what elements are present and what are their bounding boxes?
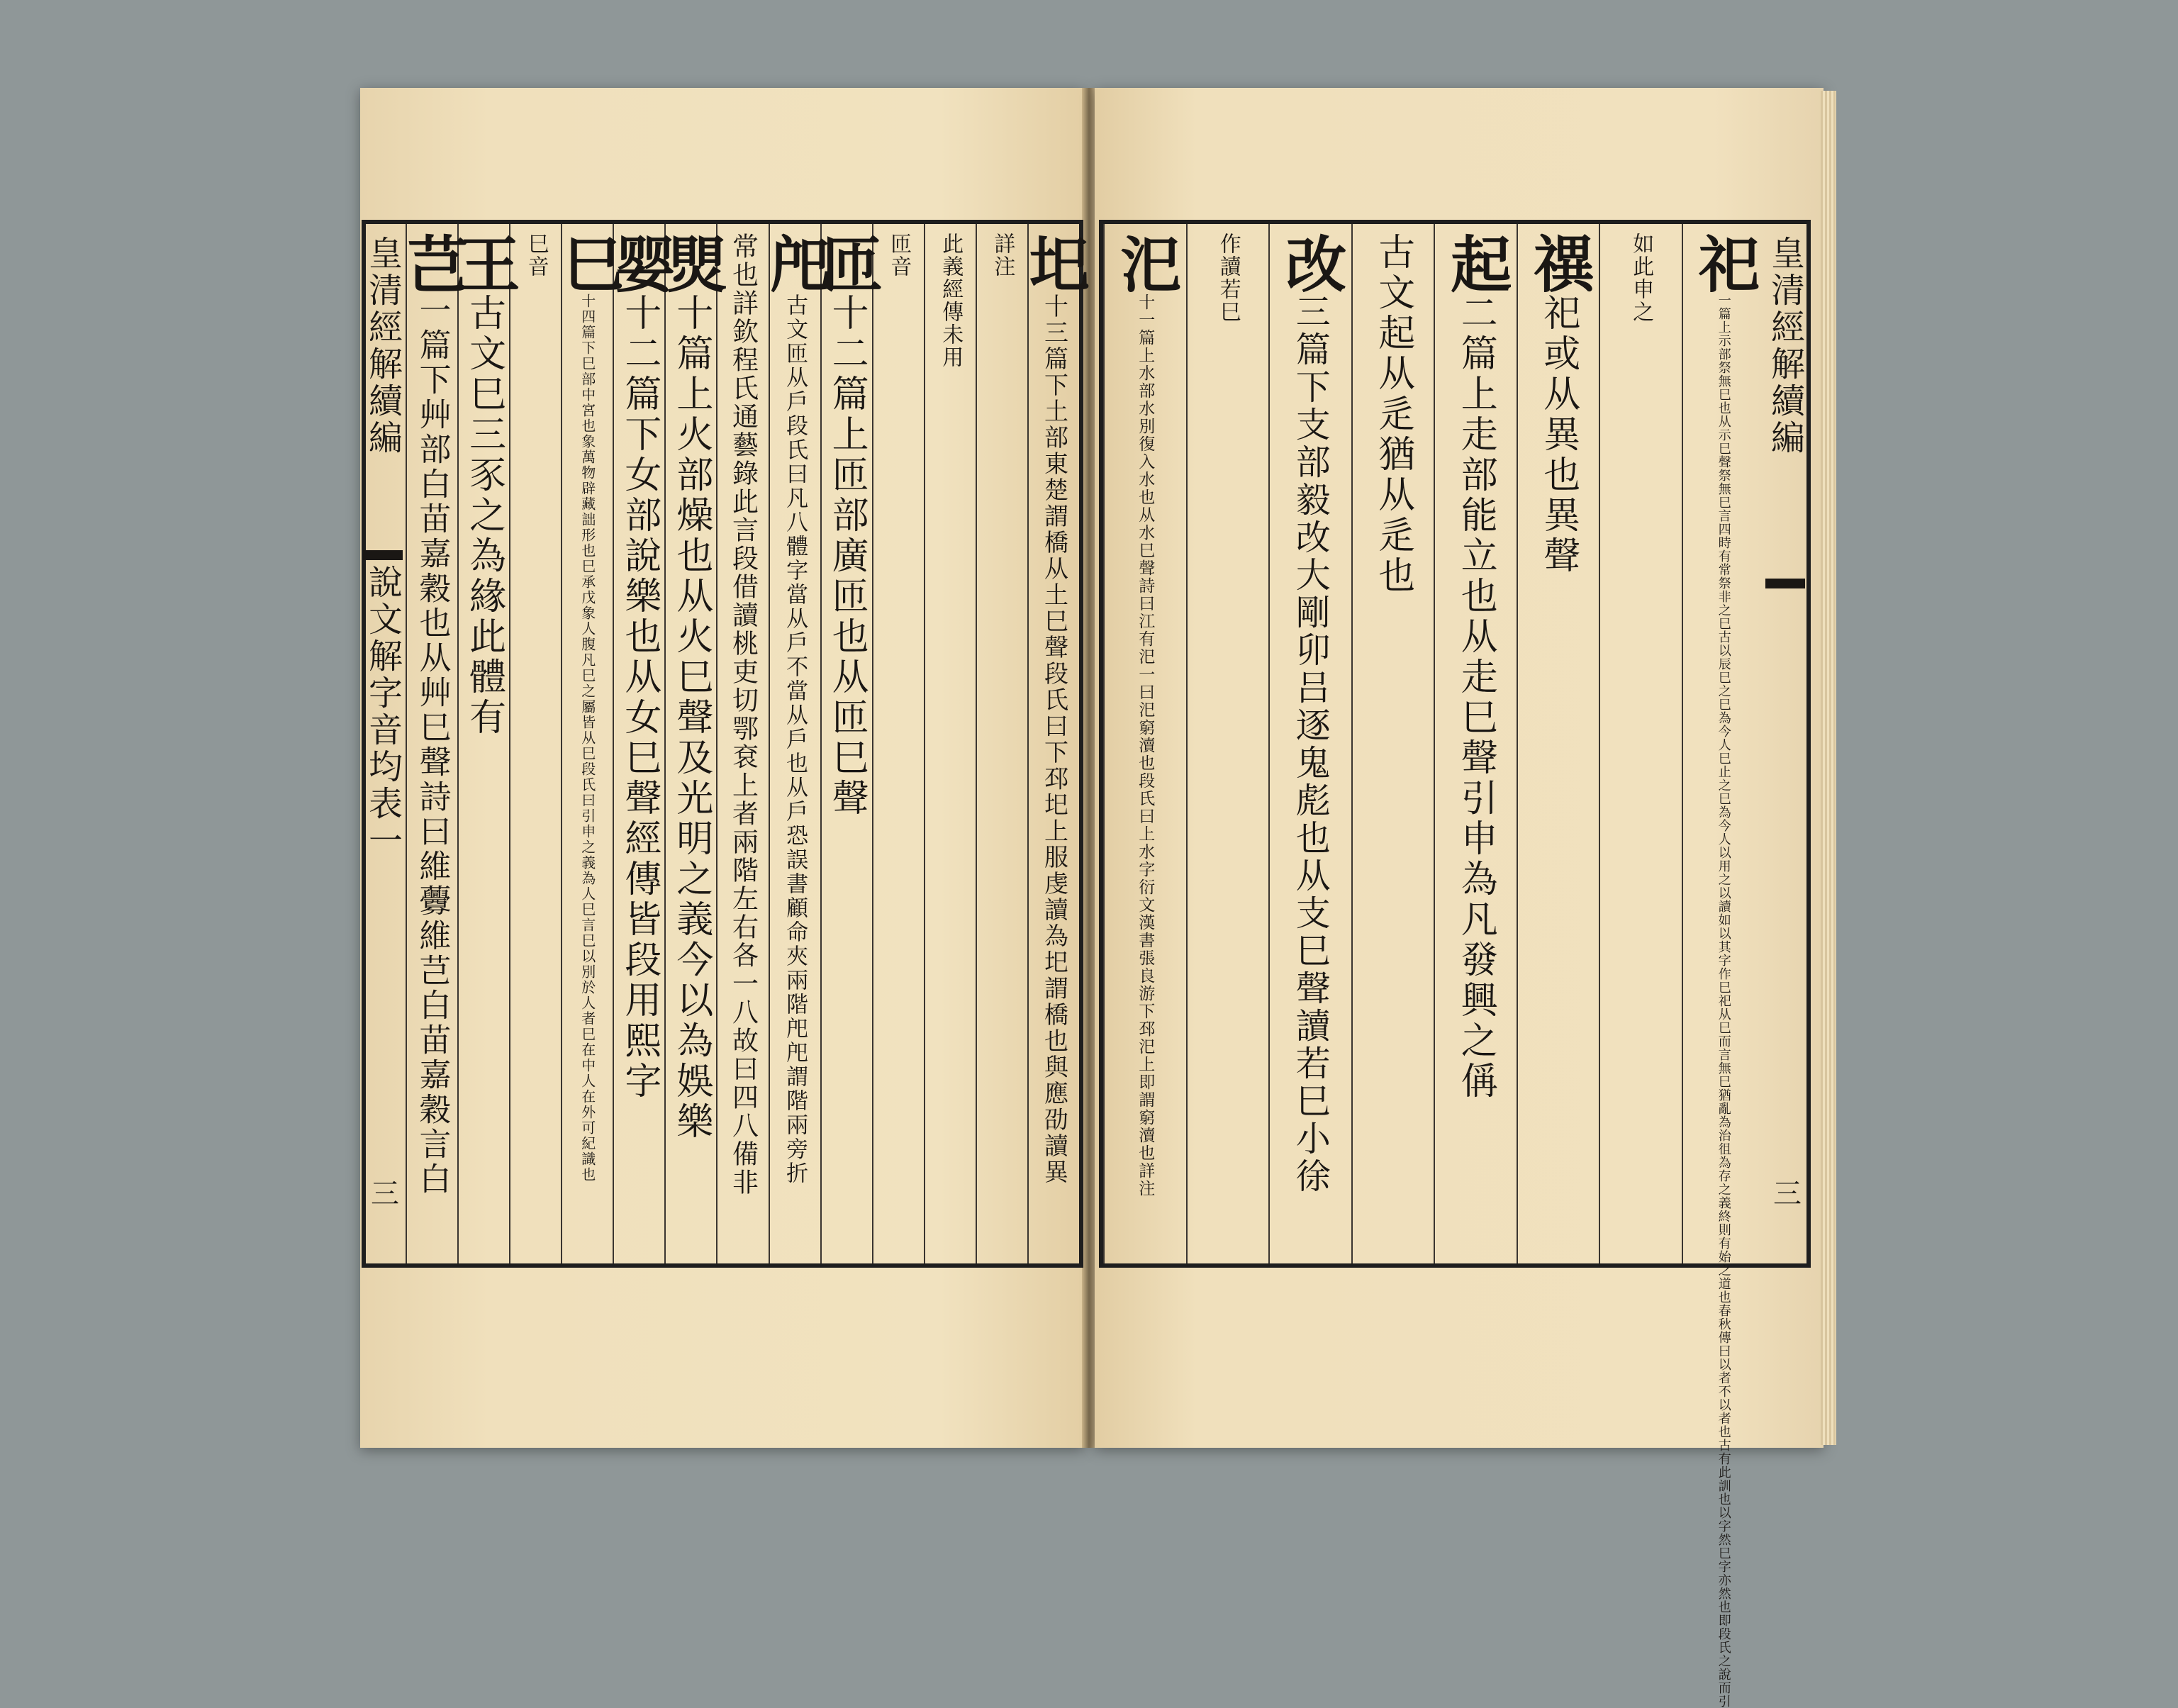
column-text [727, 233, 759, 1197]
text-column [552, 224, 624, 1263]
column-text [1629, 233, 1654, 323]
column-text [990, 233, 1015, 278]
entry-gloss-text: 三篇下支部毅改大剛卯吕逐鬼彪也从支巳聲讀若巳小徐 [1290, 294, 1331, 1195]
entry-gloss-text: 匝音 [886, 233, 912, 278]
left-margin-folio: 三 [366, 1178, 399, 1207]
entry-gloss-text: 一篇下艸部白苗嘉穀也从艸巳聲詩曰維虋維芑白苗嘉穀言白 [413, 294, 452, 1197]
entry-gloss-text: 作讀若巳 [1215, 233, 1241, 323]
entry-gloss-text: 二篇上走部能立也从走巳聲引申為凡發興之偁 [1454, 294, 1497, 1102]
text-column [976, 224, 1027, 1263]
entry-gloss-text: 古文巳三豕之為緣此體有 [462, 294, 506, 738]
text-column [1268, 224, 1351, 1263]
entry-gloss-text: 巳音 [523, 233, 549, 278]
text-column [759, 224, 832, 1263]
text-column [1351, 224, 1434, 1263]
entry-head-character: 祀 [1687, 233, 1760, 294]
entry-gloss-text: 十三篇下土部東楚謂橋从土巳聲段氏曰下邳圯上服虔讀為圯謂橋也與應劭讀異 [1039, 294, 1068, 1185]
entry-head-character: 王 [448, 233, 520, 294]
entry-head-character: 煛 [655, 233, 727, 294]
text-column [1517, 224, 1599, 1263]
entry-gloss-text: 詳注 [990, 233, 1015, 278]
entry-gloss-text: 古文起从辵猶从辵也 [1371, 233, 1414, 596]
entry-head-character: 改 [1275, 233, 1347, 294]
fishtail-mark [363, 550, 403, 560]
text-column [716, 224, 768, 1263]
text-column [509, 224, 561, 1263]
entry-gloss-text: 常也詳欽程氏通藝錄此言段借讀桃吏切鄂袞上者兩階左右各一八故曰四八備非 [727, 233, 759, 1197]
text-column [655, 224, 727, 1263]
entry-gloss-text: 十四篇下巳部中宮也象萬物辟藏詘形也巳承戊象人腹凡巳之屬皆从巳段氏曰引申之義為人巳言巳以別於人者巳在中人在外可紀識也 [579, 294, 596, 1183]
column-text [886, 233, 912, 278]
text-column [1682, 224, 1765, 1708]
column-text [1440, 233, 1512, 1102]
text-column [1103, 224, 1186, 1263]
entry-gloss-text: 十二篇上匝部廣匝也从匝巳聲 [825, 294, 869, 819]
text-column [1434, 224, 1517, 1263]
column-text [1371, 233, 1414, 596]
entry-head-character: 汜 [1110, 233, 1182, 294]
entry-head-character: 戺 [759, 233, 832, 294]
text-column [1018, 224, 1090, 1263]
entry-gloss-text: 一篇上示部祭無巳也从示巳聲祭無巳言四時有常祭非之巳古以辰巳之巳為今人巳止之巳為今人以用之以讀如以其字作巳祀从巳而言無巳猶亂為治徂為存之義終則有始之道也春秋傳曰以者不以者也古有此訓也以字然巳字亦然也即段氏之說而引 [1716, 294, 1731, 1708]
text-column [1599, 224, 1682, 1263]
entry-head-character: 圯 [1018, 233, 1090, 294]
text-column [396, 224, 469, 1263]
left-margin-column [363, 224, 403, 1263]
text-column [924, 224, 976, 1263]
entry-head-character: 禩 [1522, 233, 1595, 294]
right-margin-column [1765, 224, 1805, 1263]
column-text [1275, 233, 1347, 1195]
entry-gloss-text: 如此申之 [1629, 233, 1654, 323]
text-column [448, 224, 520, 1263]
left-margin-section: 說文解字音均表一 [362, 564, 403, 859]
page-edges [1821, 91, 1836, 1445]
left-margin-title: 皇清經解續編 [362, 235, 403, 457]
column-text [938, 233, 964, 369]
entry-gloss-text: 十二篇下女部說樂也从女巳聲經傳皆段用熙字 [618, 294, 661, 1102]
entry-gloss-text: 十篇上火部燥也从火巳聲及光明之義今以為娛樂 [669, 294, 713, 1142]
entry-head-character: 婴 [603, 233, 676, 294]
column-text [1110, 233, 1182, 1198]
entry-head-character: 巳 [552, 233, 624, 294]
right-margin-folio: 三 [1768, 1178, 1802, 1207]
text-column [603, 224, 676, 1263]
text-column [872, 224, 924, 1263]
entry-gloss-text: 祀或从異也異聲 [1536, 294, 1580, 576]
column-text [1018, 233, 1090, 1185]
column-text [1217, 233, 1239, 323]
column-text [1522, 233, 1595, 576]
right-margin-title: 皇清經解續編 [1765, 235, 1805, 457]
entry-gloss-text: 十一篇上水部水別復入水也从水巳聲詩曰江有汜一曰汜窮瀆也段氏曰上水字衍文漢書張良游下邳汜上即謂窮瀆也詳注 [1136, 294, 1155, 1198]
entry-gloss-text: 古文匝从戶段氏曰凡八體字當从戶不當从戶也从戶恐誤書顧命夾兩階戺戺謂階兩旁折 [782, 294, 808, 1185]
fishtail-mark [1765, 579, 1805, 588]
column-text [552, 233, 624, 1183]
column-text [525, 233, 547, 278]
text-column [1186, 224, 1269, 1263]
column-text [396, 233, 469, 1197]
column-text [1687, 233, 1760, 1708]
entry-head-character: 匝 [811, 233, 883, 294]
entry-gloss-text: 此義經傳未用 [938, 233, 964, 369]
column-text [759, 233, 832, 1185]
text-column [811, 224, 883, 1263]
entry-head-character: 芑 [396, 233, 469, 294]
entry-head-character: 起 [1440, 233, 1512, 294]
